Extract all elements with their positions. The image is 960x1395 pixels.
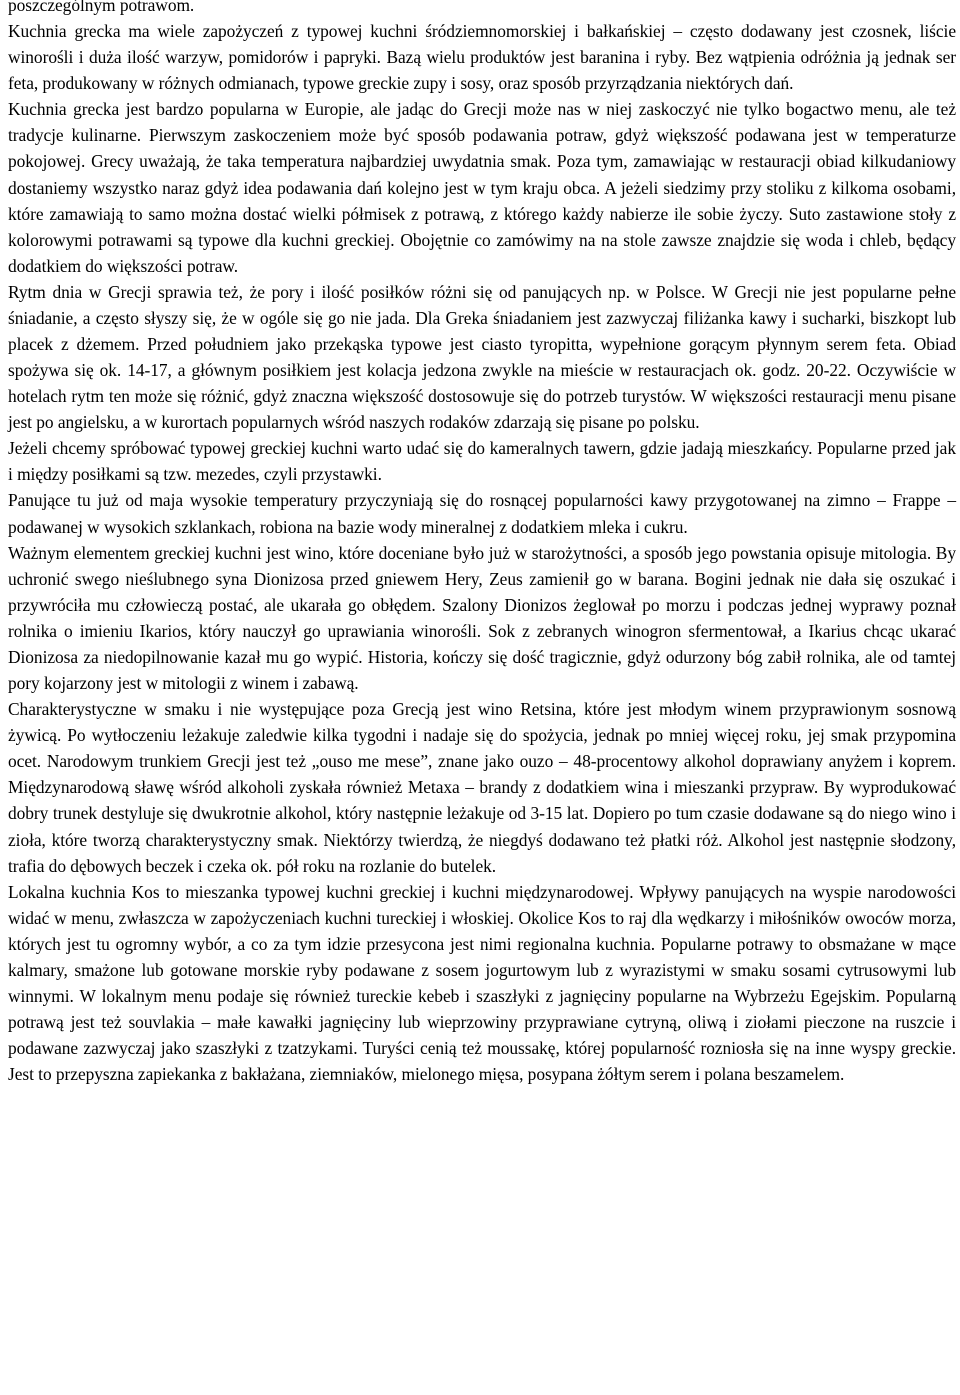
paragraph-retsina-ouzo-metaxa: Charakterystyczne w smaku i nie występujące poza Grecją jest wino Retsina, które jest młodym winem przyprawionym sosnową żywicą. Po wytłoczeniu leżakuje zaledwie kilka tygodni i nadaje się do spożycia, jednak po mniej więcej roku, jej smak przypomina ocet. Narodowym trunkiem Grecji jest też „ouso me mese”, znane jako ouzo – 48-procentowy alkohol doprawiany anyżem i koprem. Międzynarodową sławę wśród alkoholi zyskała również Metaxa – brandy z dodatkiem wina i mieszanki przypraw. By wyprodukować dobry trunek destyluje się dwukrotnie alkohol, który następnie leżakuje od 3-15 lat. Dopiero po tum czasie dodawane są do niego wino i zioła, które tworzą charakterystyczny smak. Niektórzy twierdzą, że niegdyś dodawano też płatki róż. Alkohol jest następnie słodzony, trafia do dębowych beczek i czeka ok. pół roku na rozlanie do butelek. <box>8 699 956 876</box>
paragraph-continuation: poszczególnym potrawom. <box>8 0 195 15</box>
paragraph-daily-meal-rhythm: Rytm dnia w Grecji sprawia też, że pory i ilość posiłków różni się od panujących np. w Polsce. W Grecji nie jest popularne pełne śniadanie, a często słyszy się, że w ogóle się go nie jada. Dla Greka śniadaniem jest zazwyczaj filiżanka kawy i sucharki, biszkopt lub placek z dżemem. Przed południem jako przekąska typowe jest ciasto tyropitta, wypełnione gorącym płynnym serem feta. Obiad spożywa się ok. 14-17, a głównym posiłkiem jest kolacja jedzona zwykle na mieście w restauracjach ok. godz. 20-22. Oczywiście w hotelach rytm ten może się różnić, gdyż znaczna większość dostosowuje się do potrzeb turystów. W większości restauracji menu pisane jest po angielsku, a w kurortach popularnych wśród naszych rodaków zdarzają się pisane po polsku. <box>8 281 956 433</box>
paragraph-kos-local-cuisine: Lokalna kuchnia Kos to mieszanka typowej kuchni greckiej i kuchni międzynarodowej. Wpływy panujących na wyspie narodowości widać w menu, zwłaszcza w zapożyczeniach kuchni tureckiej i włoskiej. Okolice Kos to raj dla wędkarzy i miłośników owoców morza, których jest tu ogromny wybór, a co za tym idzie przesycona jest nimi regionalna kuchnia. Popularne potrawy to obsmażane w mące kalmary, smażone lub gotowane morskie ryby podawane z sosem jogurtowym lub z wyrazistymi w smaku sosami cytrusowymi lub winnymi. W lokalnym menu podaje się również tureckie kebeb i szaszłyki z jagnięciny popularne na Wybrzeżu Egejskim. Popularną potrawą jest też souvlakia – małe kawałki jagnięciny lub wieprzowiny przyprawiane cytryną, oliwą i ziołami pieczone na ruszcie i podawane zazwyczaj jako szaszłyki z tzatzykami. Turyści cenią też moussakę, której popularność rozniosła się na inne wyspy greckie. Jest to przepyszna zapiekanka z bakłażana, ziemniaków, mielonego mięsa, posypana żółtym serem i polana beszamelem. <box>8 881 956 1085</box>
document-body <box>8 0 956 1087</box>
paragraph-popularity-and-serving: Kuchnia grecka jest bardzo popularna w Europie, ale jadąc do Grecji może nas w niej zaskoczyć nie tylko bogactwo menu, ale też tradycje kulinarne. Pierwszym zaskoczeniem może być sposób podawania potraw, gdyż większość podawana jest w temperaturze pokojowej. Grecy uważają, że taka temperatura najbardziej uwydatnia smak. Poza tym, zamawiając w restauracji obiad kilkudaniowy dostaniemy wszystko naraz gdyż idea podawania dań kolejno jest w tym kraju obca. A jeżeli siedzimy przy stoliku z kilkoma osobami, które zamawiają to samo można dostać wielki półmisek z potrawą, z którego każdy nabierze ile sobie życzy. Suto zastawione stoły z kolorowymi potrawami są typowe dla kuchni greckiej. Obojętnie co zamówimy na na stole zawsze znajdzie się woda i chleb, będący dodatkiem do większości potraw. <box>8 99 956 276</box>
paragraph-taverns-mezedes: Jeżeli chcemy spróbować typowej greckiej kuchni warto udać się do kameralnych tawern, gdzie jadają mieszkańcy. Popularne przed jak i między posiłkami są tzw. mezedes, czyli przystawki. <box>8 438 956 485</box>
paragraph-wine-mythology: Ważnym elementem greckiej kuchni jest wino, które doceniane było już w starożytności, a sposób jego powstania opisuje mitologia. By uchronić swego nieślubnego syna Dionizosa przed gniewem Hery, Zeus zamienił go w barana. Bogini jednak nie dała się oszukać i przywróciła mu człowieczą postać, ale ukarała go obłędem. Szalony Dionizos żeglował po morzu i podczas jednej wyprawy poznał rolnika o imieniu Ikarios, który nauczył go uprawiania winorośli. Sok z zebranych winogron sfermentował, a Ikarius chcąc ukarać Dionizosa za niedopilnowanie kazał mu go wypić. Historia, kończy się dość tragicznie, gdyż odurzony bóg zabił rolnika, ale od tamtej pory kojarzony jest w mitologii z winem i zabawą. <box>8 542 956 694</box>
paragraph-frappe-coffee: Panujące tu już od maja wysokie temperatury przyczyniają się do rosnącej popularności kawy przygotowanej na zimno – Frappe – podawanej w wysokich szklankach, robiona na bazie wody mineralnej z dodatkiem mleka i cukru. <box>8 490 956 537</box>
paragraph-greek-cuisine-overview: Kuchnia grecka ma wiele zapożyczeń z typowej kuchni śródziemnomorskiej i bałkańskiej – często dodawany jest czosnek, liście winorośli i duża ilość warzyw, pomidorów i papryki. Bazą wielu produktów jest baranina i ryby. Bez wątpienia odróżnia ją jednak ser feta, produkowany w różnych odmianach, typowe greckie zupy i sosy, oraz sposób przyrządzania niektórych dań. <box>8 21 956 94</box>
